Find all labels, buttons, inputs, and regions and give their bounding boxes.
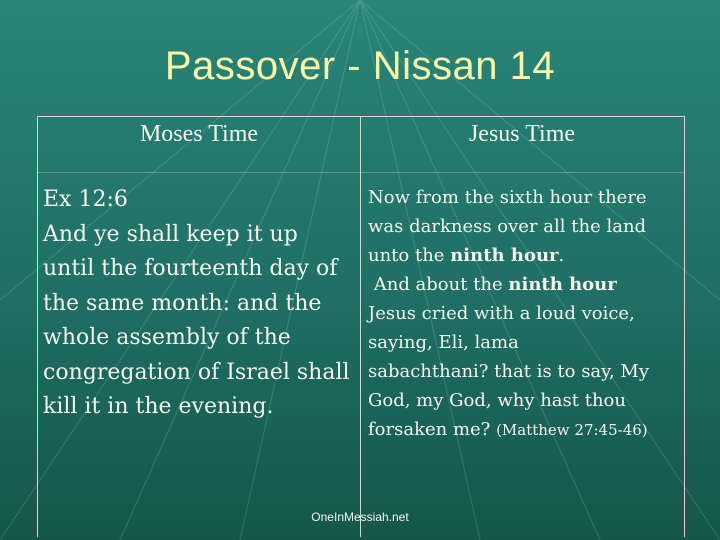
jesus-line: Jesus cried with a loud voice, — [368, 303, 635, 324]
jesus-text: And about the — [368, 274, 509, 295]
jesus-text: . — [558, 245, 565, 266]
jesus-line: God, my God, why hast thou — [368, 390, 626, 411]
jesus-passage — [368, 183, 680, 445]
jesus-text: unto the — [368, 245, 451, 266]
jesus-line — [368, 270, 680, 299]
moses-line: kill it in the evening. — [43, 394, 274, 419]
jesus-line — [368, 415, 680, 445]
comparison-table — [37, 116, 685, 537]
jesus-line: was darkness over all the land — [368, 216, 647, 237]
jesus-line: Now from the sixth hour there — [368, 187, 647, 208]
header-jesus-time: Jesus Time — [468, 121, 576, 147]
footer-credit: OneInMessiah.net — [311, 510, 409, 524]
jesus-text: forsaken me? — [368, 419, 491, 440]
column-divider — [360, 117, 361, 537]
moses-passage — [43, 183, 357, 425]
ninth-hour-emphasis: ninth hour — [508, 274, 617, 295]
header-separator — [38, 172, 684, 173]
moses-line: the same month: and the — [43, 290, 322, 316]
moses-line: whole assembly of the — [43, 325, 291, 350]
moses-reference: Ex 12:6 — [43, 187, 128, 212]
jesus-line: saying, Eli, lama — [368, 332, 519, 353]
jesus-line: sabachthani? that is to say, My — [368, 361, 649, 382]
jesus-line — [368, 241, 680, 270]
slide-title: Passover - Nissan 14 — [164, 44, 556, 88]
matthew-reference: (Matthew 27:45-46) — [496, 421, 648, 439]
header-moses-time: Moses Time — [139, 121, 259, 147]
moses-line: until the fourteenth day of — [43, 256, 338, 281]
moses-line: congregation of Israel shall — [43, 359, 350, 385]
ninth-hour-emphasis: ninth hour — [450, 245, 559, 266]
moses-line: And ye shall keep it up — [43, 221, 298, 247]
